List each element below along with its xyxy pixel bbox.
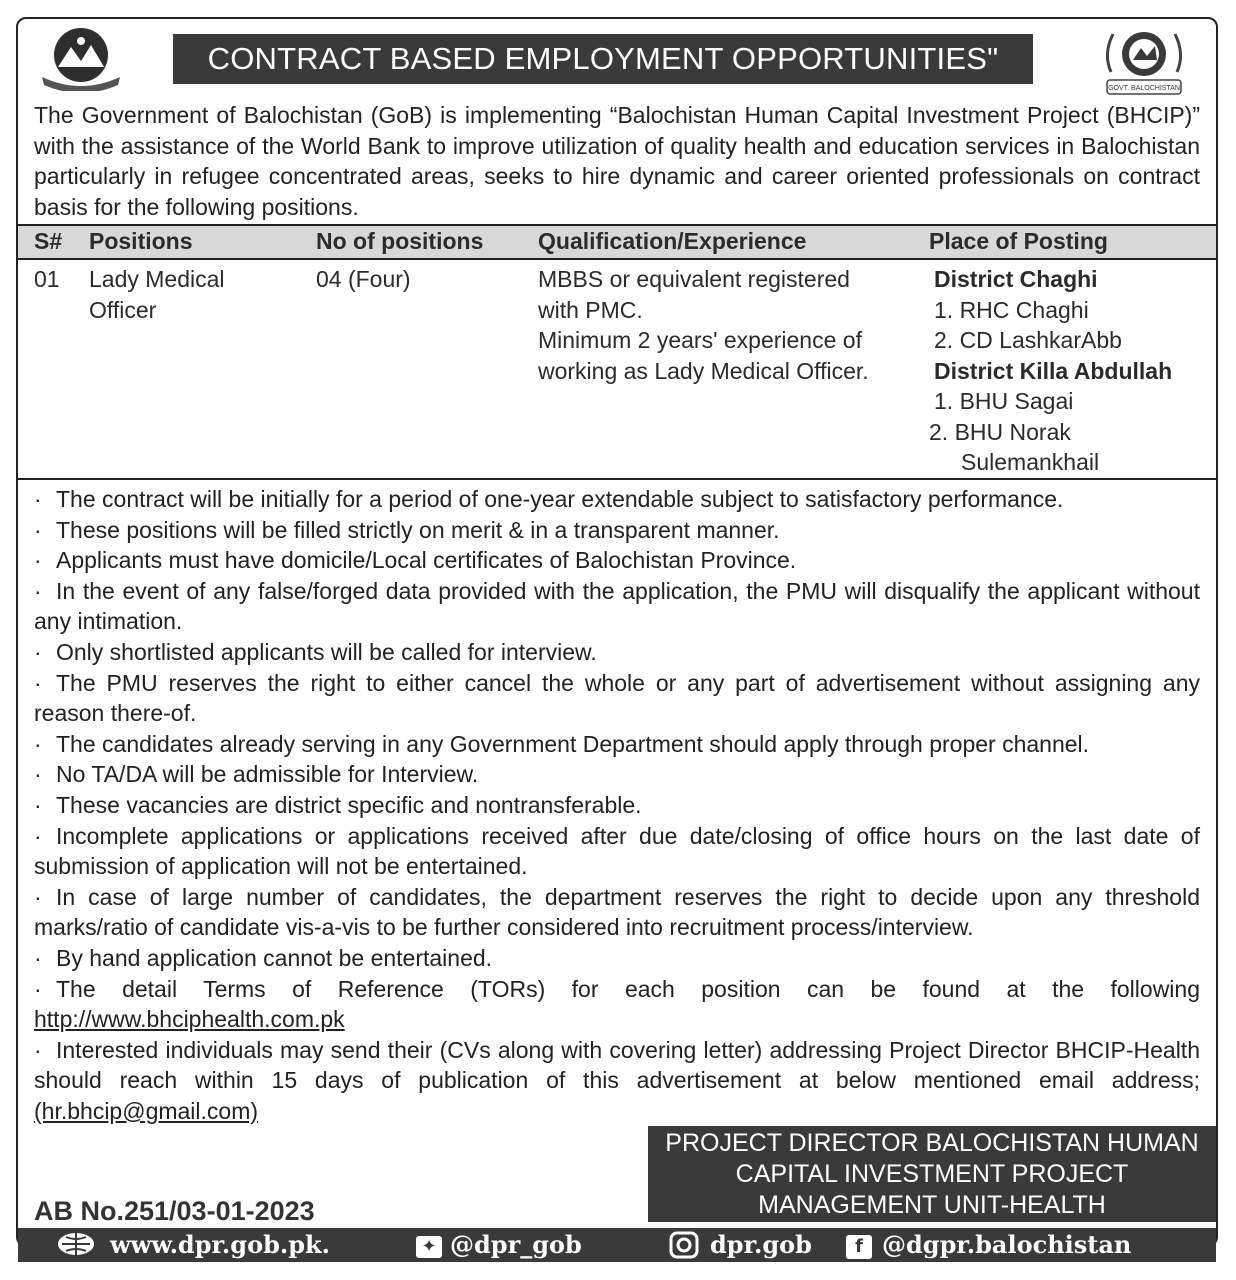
list-item: · These vacancies are district specific and nontransferable. <box>34 791 642 818</box>
col-header-count: No of positions <box>316 228 484 254</box>
list-item: · In the event of any false/forged data provided with the application, the PMU will disqualify the applicant without any intimation. <box>34 577 1200 635</box>
footer-bar: www.dpr.gob.pk. ✦ @dpr_gob dpr.gob f @dgpr.balochistan <box>18 1228 1216 1262</box>
intro-paragraph: The Government of Balochistan (GoB) is implementing “Balochistan Human Capital Investment Project (BHCIP)” with the assistance of the World Bank to improve utilization of quality health and education services in Balochistan particularly in refugee concentrated areas, seeks to hire dynamic and career oriented professionals on contract basis for the following positions. <box>34 102 1200 220</box>
list-item: · Applicants must have domicile/Local certificates of Balochistan Province. <box>34 547 797 574</box>
footer-website[interactable]: www.dpr.gob.pk. <box>110 1230 330 1259</box>
table-bottom-rule <box>18 478 1216 480</box>
list-item: · The PMU reserves the right to either cancel the whole or any part of advertisement without assigning any reason there-of. <box>34 669 1200 727</box>
list-item: · No TA/DA will be admissible for Interview. <box>34 761 479 788</box>
list-item: · By hand application cannot be entertained. <box>34 944 493 971</box>
footer-facebook[interactable]: @dgpr.balochistan <box>882 1230 1132 1259</box>
instagram-icon <box>668 1231 700 1265</box>
district-chaghi: District Chaghi <box>934 266 1098 292</box>
signatory-line: PROJECT DIRECTOR BALOCHISTAN HUMAN <box>665 1129 1199 1157</box>
list-item: · The detail Terms of Reference (TORs) for each position can be found at the following <box>34 975 1200 1002</box>
district-killa-abdullah: District Killa Abdullah <box>934 358 1173 384</box>
row-position-line2: Officer <box>89 297 157 323</box>
col-header-posting: Place of Posting <box>929 228 1108 254</box>
email-link[interactable]: (hr.bhcip@gmail.com) <box>34 1097 259 1124</box>
row-qual-line: MBBS or equivalent registered <box>538 266 850 292</box>
list-item: · The candidates already serving in any Government Department should apply through proper channel. <box>34 730 1090 757</box>
row-qual-line: Minimum 2 years' experience of <box>538 327 862 353</box>
list-item: · Only shortlisted applicants will be called for interview. <box>34 638 597 665</box>
page-title: CONTRACT BASED EMPLOYMENT OPPORTUNITIES" <box>173 34 1033 84</box>
signatory-box <box>648 1126 1216 1222</box>
col-header-positions: Positions <box>89 228 193 254</box>
list-item <box>34 1004 1200 1035</box>
balochistan-emblem-logo <box>38 25 124 91</box>
list-item: · In case of large number of candidates, the department reserves the right to decide upon any threshold marks/ratio of candidate vis-a-vis to be further considered into recruitment process/interview. <box>34 883 1200 941</box>
list-item: · The contract will be initially for a period of one-year extendable subject to satisfactory performance. <box>34 486 1064 512</box>
list-item: · Interested individuals may send their (CVs along with covering letter) addressing Project Director BHCIP-Health should reach within 15 days of publication of this advertisement at below mentioned email address; (hr.bhcip@gmail.com) <box>34 1036 1200 1124</box>
globe-icon <box>54 1231 98 1263</box>
row-position-line1: Lady Medical <box>89 266 225 292</box>
right-logo-text: GOVT. BALOCHISTAN <box>1108 85 1180 92</box>
list-item: · Incomplete applications or applications received after due date/closing of office hours on the last date of submission of application will not be entertained. <box>34 822 1200 880</box>
footer-instagram[interactable]: dpr.gob <box>710 1230 812 1259</box>
posting-place: Sulemankhail <box>961 449 1100 475</box>
signatory-line: MANAGEMENT UNIT-HEALTH <box>758 1191 1106 1219</box>
footer-twitter[interactable]: @dpr_gob <box>450 1230 582 1259</box>
ab-number: AB No.251/03-01-2023 <box>34 1196 315 1226</box>
row-sno: 01 <box>34 266 60 292</box>
col-header-qualification: Qualification/Experience <box>538 228 807 254</box>
posting-place: 2. BHU Norak <box>929 419 1071 445</box>
govt-balochistan-logo <box>1097 24 1191 98</box>
row-count: 04 (Four) <box>316 266 411 292</box>
posting-place: 1. RHC Chaghi <box>934 297 1089 323</box>
list-item: · These positions will be filled strictly on merit & in a transparent manner. <box>34 516 780 543</box>
row-qual-line: working as Lady Medical Officer. <box>538 358 869 384</box>
posting-place: 2. CD LashkarAbb <box>934 327 1122 353</box>
terms-list <box>34 484 1200 1126</box>
signatory-line: CAPITAL INVESTMENT PROJECT <box>735 1160 1129 1188</box>
posting-place: 1. BHU Sagai <box>934 388 1074 414</box>
row-qual-line: with PMC. <box>538 297 643 323</box>
tor-link[interactable]: http://www.bhciphealth.com.pk <box>34 1006 345 1033</box>
col-header-sno: S# <box>34 228 63 254</box>
